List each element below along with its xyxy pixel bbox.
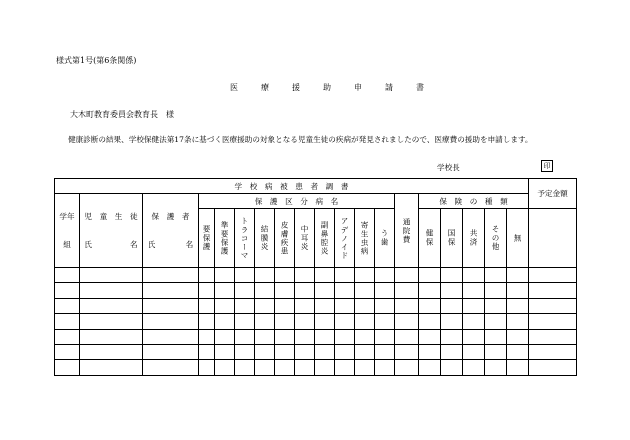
table-cell[interactable]: [143, 298, 199, 313]
table-cell[interactable]: [315, 314, 335, 329]
disease-group-header: 保 護 区 分 病 名: [199, 194, 395, 209]
table-cell[interactable]: [335, 314, 355, 329]
table-cell[interactable]: [375, 344, 395, 359]
table-cell[interactable]: [215, 329, 235, 344]
title-char: 書: [416, 83, 424, 92]
table-cell[interactable]: [275, 268, 295, 283]
table-cell[interactable]: [143, 329, 199, 344]
table-cell[interactable]: [235, 268, 255, 283]
table-cell[interactable]: [255, 298, 275, 313]
table-cell[interactable]: [335, 344, 355, 359]
table-cell[interactable]: [143, 314, 199, 329]
table-cell[interactable]: [375, 268, 395, 283]
body-text: 健康診断の結果、学校保健法第17条に基づく医療援助の対象となる児童生徒の疾病が発見されましたので、医療費の援助を申請します。: [68, 135, 533, 144]
disease-column-header: [375, 209, 395, 268]
title-char: 申: [354, 83, 362, 92]
table-cell[interactable]: [295, 298, 315, 313]
table-cell[interactable]: [335, 298, 355, 313]
table-cell[interactable]: [55, 298, 80, 313]
table-cell[interactable]: [395, 298, 419, 313]
insurance-column-label: 共済: [469, 229, 478, 247]
group-header: 学 校 病 被 患 者 調 書: [55, 179, 529, 194]
table-cell[interactable]: [315, 268, 335, 283]
table-cell[interactable]: [55, 344, 80, 359]
table-cell[interactable]: [295, 314, 315, 329]
table-cell[interactable]: [507, 314, 529, 329]
table-cell[interactable]: [463, 314, 485, 329]
table-cell[interactable]: [463, 344, 485, 359]
insurance-column-label: 健保: [425, 229, 434, 247]
table-cell[interactable]: [419, 344, 441, 359]
table-cell[interactable]: [485, 298, 507, 313]
insurance-column-label: 無: [513, 233, 522, 243]
table-cell[interactable]: [80, 329, 143, 344]
title-char: 療: [261, 83, 269, 92]
table-cell[interactable]: [255, 360, 275, 375]
disease-column-label: 要保護: [202, 225, 211, 251]
table-cell[interactable]: [485, 360, 507, 375]
table-cell[interactable]: [80, 360, 143, 375]
table-row: [55, 283, 577, 298]
disease-column-header: [255, 209, 275, 268]
table-cell[interactable]: [485, 314, 507, 329]
disease-column-header: [355, 209, 375, 268]
insurance-group-header: 保 険 の 種 類: [419, 194, 529, 209]
estimate-header-spacer: [529, 209, 577, 268]
data-rows: [55, 268, 577, 376]
table-cell[interactable]: [235, 283, 255, 298]
table-cell[interactable]: [529, 360, 577, 375]
disease-column-label: トラコーマ: [240, 216, 249, 260]
table-cell[interactable]: [55, 360, 80, 375]
table-cell[interactable]: [215, 283, 235, 298]
table-cell[interactable]: [255, 283, 275, 298]
table-cell[interactable]: [295, 329, 315, 344]
table-cell[interactable]: [80, 283, 143, 298]
table-cell[interactable]: [275, 314, 295, 329]
guardian-header-top: 保 護 者: [151, 211, 190, 221]
disease-column-header: [335, 209, 355, 268]
table-row: [55, 298, 577, 313]
table-cell[interactable]: [529, 283, 577, 298]
table-cell[interactable]: [395, 268, 419, 283]
table-cell[interactable]: [199, 314, 215, 329]
guardian-header-bottom: 氏 名: [147, 239, 194, 249]
table-row: [55, 314, 577, 329]
table-cell[interactable]: [335, 268, 355, 283]
table-row: [55, 344, 577, 359]
insurance-column-label: 国保: [447, 229, 456, 247]
insurance-column-header: [441, 209, 463, 268]
table-cell[interactable]: [80, 298, 143, 313]
table-cell[interactable]: [215, 314, 235, 329]
insurance-column-header: [507, 209, 529, 268]
disease-column-label: 寄生虫病: [360, 220, 369, 256]
table-cell[interactable]: [441, 329, 463, 344]
table-cell[interactable]: [463, 329, 485, 344]
table-cell[interactable]: [485, 329, 507, 344]
table-cell[interactable]: [255, 344, 275, 359]
table-cell[interactable]: [315, 283, 335, 298]
table-cell[interactable]: [485, 344, 507, 359]
hospital-visit-label: 通院費: [402, 217, 411, 244]
table-cell[interactable]: [255, 314, 275, 329]
table-cell[interactable]: [295, 344, 315, 359]
table-cell[interactable]: [529, 344, 577, 359]
disease-column-label: う歯: [380, 229, 389, 247]
table-cell[interactable]: [395, 329, 419, 344]
table-cell[interactable]: [143, 360, 199, 375]
table-cell[interactable]: [441, 314, 463, 329]
table-cell[interactable]: [355, 329, 375, 344]
grade-header: 学年: [59, 211, 75, 221]
table-cell[interactable]: [441, 344, 463, 359]
table-cell[interactable]: [507, 344, 529, 359]
grade-class-header: [55, 194, 80, 268]
table-cell[interactable]: [315, 329, 335, 344]
table-cell[interactable]: [235, 298, 255, 313]
table-cell[interactable]: [235, 314, 255, 329]
disease-column-label: 皮膚疾患: [280, 220, 289, 256]
table-cell[interactable]: [315, 344, 335, 359]
table-cell[interactable]: [507, 283, 529, 298]
insurance-column-label: その他: [491, 225, 500, 251]
table-cell[interactable]: [215, 268, 235, 283]
estimate-header: 予定金額: [529, 179, 577, 209]
table-cell[interactable]: [80, 268, 143, 283]
insurance-column-header: [485, 209, 507, 268]
table-cell[interactable]: [507, 329, 529, 344]
disease-column-label: アデノイド: [340, 216, 349, 260]
patient-survey-table: [54, 178, 577, 376]
table-cell[interactable]: [335, 329, 355, 344]
disease-column-header: [215, 209, 235, 268]
table-cell[interactable]: [215, 298, 235, 313]
table-cell[interactable]: [80, 314, 143, 329]
table-cell[interactable]: [507, 360, 529, 375]
table-cell[interactable]: [275, 360, 295, 375]
table-cell[interactable]: [529, 268, 577, 283]
table-cell[interactable]: [441, 360, 463, 375]
disease-column-label: 中耳炎: [300, 225, 309, 251]
table-cell[interactable]: [143, 344, 199, 359]
disease-column-label: 結膜炎: [260, 225, 269, 251]
table-cell[interactable]: [235, 360, 255, 375]
title-char: 医: [230, 83, 238, 92]
disease-column-label: 準要保護: [220, 220, 229, 256]
disease-column-label: 副鼻腔炎: [320, 220, 329, 256]
table-cell[interactable]: [215, 360, 235, 375]
table-cell[interactable]: [441, 268, 463, 283]
table-cell[interactable]: [295, 283, 315, 298]
table-cell[interactable]: [335, 360, 355, 375]
table-cell[interactable]: [355, 344, 375, 359]
insurance-column-header: [419, 209, 441, 268]
table-cell[interactable]: [419, 268, 441, 283]
principal-label: 学校長: [437, 163, 460, 172]
table-cell[interactable]: [315, 360, 335, 375]
table-cell[interactable]: [235, 329, 255, 344]
title-char: 助: [323, 83, 331, 92]
table-cell[interactable]: [355, 268, 375, 283]
table-cell[interactable]: [419, 329, 441, 344]
student-header-bottom: 氏 名: [84, 239, 138, 249]
table-cell[interactable]: [315, 298, 335, 313]
table-cell[interactable]: [395, 360, 419, 375]
title-char: 請: [385, 83, 393, 92]
table-cell[interactable]: [143, 283, 199, 298]
table-cell[interactable]: [355, 314, 375, 329]
table-cell[interactable]: [199, 344, 215, 359]
table-cell[interactable]: [485, 268, 507, 283]
table-cell[interactable]: [55, 268, 80, 283]
table-cell[interactable]: [375, 298, 395, 313]
table-cell[interactable]: [419, 298, 441, 313]
table-cell[interactable]: [419, 283, 441, 298]
table-cell[interactable]: [395, 344, 419, 359]
table-cell[interactable]: [215, 344, 235, 359]
table-row: [55, 268, 577, 283]
table-cell[interactable]: [441, 283, 463, 298]
table-cell[interactable]: [375, 360, 395, 375]
table-cell[interactable]: [463, 268, 485, 283]
table-cell[interactable]: [235, 344, 255, 359]
table-cell[interactable]: [419, 360, 441, 375]
table-cell[interactable]: [275, 344, 295, 359]
table-cell[interactable]: [80, 344, 143, 359]
table-cell[interactable]: [199, 298, 215, 313]
document-title: [230, 82, 447, 93]
table-cell[interactable]: [199, 268, 215, 283]
disease-column-header: [199, 209, 215, 268]
table-row: [55, 329, 577, 344]
table-cell[interactable]: [375, 314, 395, 329]
table-cell[interactable]: [355, 360, 375, 375]
disease-column-header: [295, 209, 315, 268]
table-cell[interactable]: [255, 329, 275, 344]
table-cell[interactable]: [529, 298, 577, 313]
table-cell[interactable]: [199, 360, 215, 375]
disease-column-header: [275, 209, 295, 268]
table-cell[interactable]: [199, 329, 215, 344]
insurance-column-header: [463, 209, 485, 268]
table-cell[interactable]: [395, 314, 419, 329]
table-cell[interactable]: [275, 283, 295, 298]
table-cell[interactable]: [255, 268, 275, 283]
class-header: 組: [63, 239, 71, 249]
table-cell[interactable]: [143, 268, 199, 283]
addressee: 大木町教育委員会教育長 様: [70, 110, 174, 119]
table-cell[interactable]: [463, 283, 485, 298]
student-header-top: 児 童 生 徒: [84, 211, 138, 221]
table-cell[interactable]: [419, 314, 441, 329]
hospital-visit-header: [395, 194, 419, 268]
table-cell[interactable]: [375, 329, 395, 344]
table-cell[interactable]: [355, 298, 375, 313]
table-cell[interactable]: [199, 283, 215, 298]
title-char: 援: [292, 83, 300, 92]
table-row: [55, 360, 577, 375]
table-cell[interactable]: [55, 329, 80, 344]
guardian-name-header: [143, 194, 199, 268]
table-cell[interactable]: [295, 268, 315, 283]
table-cell[interactable]: [355, 283, 375, 298]
table-cell[interactable]: [507, 298, 529, 313]
table-cell[interactable]: [395, 283, 419, 298]
form-number: 様式第1号(第6条関係): [56, 56, 137, 65]
seal-mark: 印: [541, 160, 553, 172]
table-cell[interactable]: [55, 283, 80, 298]
table-cell[interactable]: [463, 360, 485, 375]
table-cell[interactable]: [485, 283, 507, 298]
table-cell[interactable]: [335, 283, 355, 298]
table-cell[interactable]: [295, 360, 315, 375]
disease-column-header: [315, 209, 335, 268]
table-cell[interactable]: [529, 314, 577, 329]
table-cell[interactable]: [275, 329, 295, 344]
table-cell[interactable]: [55, 314, 80, 329]
table-cell[interactable]: [441, 298, 463, 313]
table-cell[interactable]: [463, 298, 485, 313]
table-cell[interactable]: [275, 298, 295, 313]
table-cell[interactable]: [507, 268, 529, 283]
student-name-header: [80, 194, 143, 268]
disease-column-header: [235, 209, 255, 268]
table-cell[interactable]: [529, 329, 577, 344]
table-cell[interactable]: [375, 283, 395, 298]
